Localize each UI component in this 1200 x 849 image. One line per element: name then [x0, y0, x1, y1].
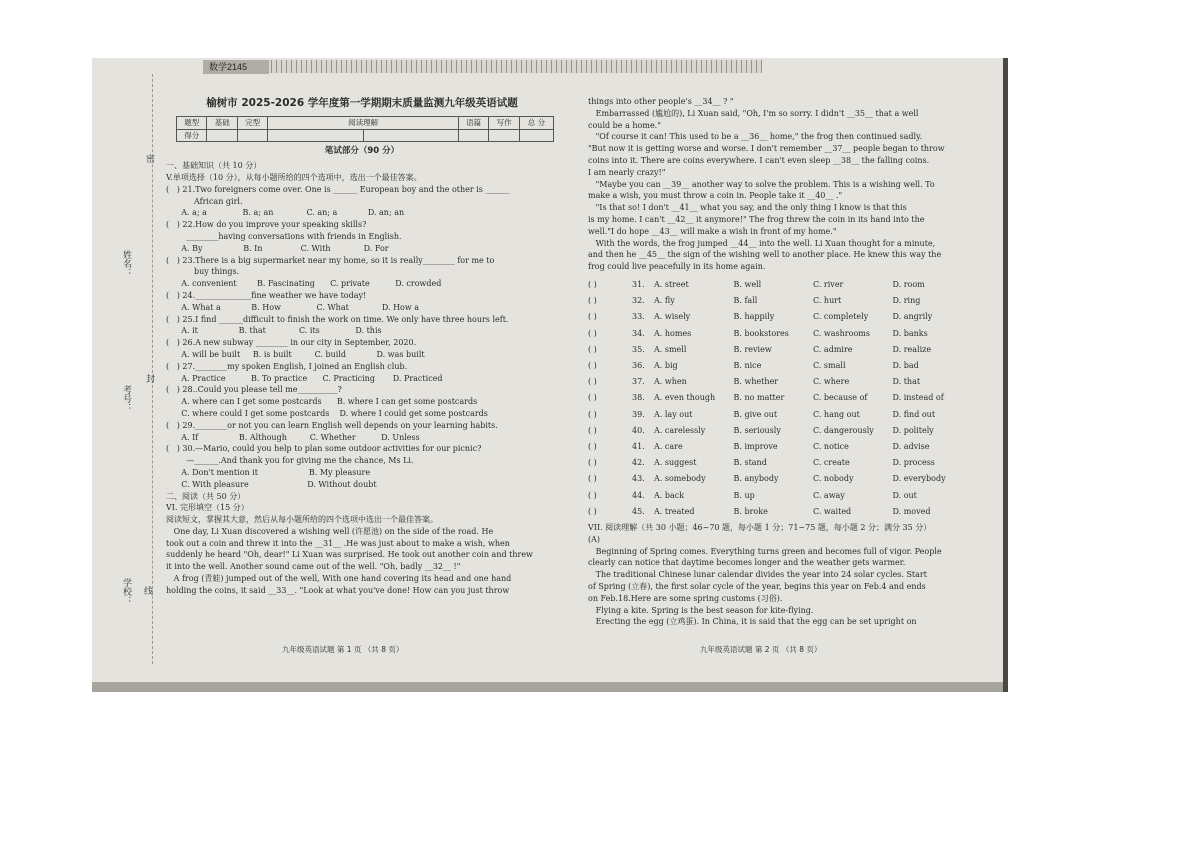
option-d: D. find out [892, 409, 936, 419]
text-line: buy things. [166, 267, 240, 277]
left-question-text [166, 160, 558, 596]
written-part-heading: 笔试部分（90 分） [324, 146, 400, 157]
option-a: A. suggest [654, 458, 697, 468]
passage-line: coins into it. There are coins everywhere. I can't even sleep __38__ the falling coins. [588, 155, 930, 165]
option-a: A. care [654, 441, 683, 451]
question-number: 40. [632, 425, 645, 435]
cloze-option-row [588, 374, 972, 390]
text-line: A. convenient B. Fascinating C. private D. crowded [166, 279, 442, 289]
question-number: 45. [632, 506, 645, 516]
score-table [176, 116, 554, 143]
text-line: ( ) 24.______________fine weather we have today! [166, 290, 367, 300]
option-c: C. hurt [813, 296, 842, 306]
photo-shadow-strip [92, 682, 1008, 692]
passage-line: "Of course it can! This used to be a __36__ home," the frog then continued sadly. [588, 132, 923, 142]
answer-bracket[interactable]: ( ) [588, 377, 597, 387]
cloze-option-row [588, 407, 972, 423]
option-c: C. completely [813, 312, 869, 322]
text-line: One day, Li Xuan discovered a wishing well (许愿池) on the side of the road. He [166, 526, 494, 536]
option-b: B. stand [733, 458, 767, 468]
option-b: B. bookstores [733, 328, 789, 338]
text-line: A. a; a B. a; an C. an; a D. an; an [166, 208, 405, 218]
option-b: B. fall [733, 296, 758, 306]
score-cell: 写作 [489, 116, 519, 129]
option-c: C. river [813, 279, 844, 289]
text-line: ________having conversations with friends in English. [166, 231, 402, 241]
text-line: ( ) 28..Could you please tell me__________? [166, 385, 342, 395]
question-number: 36. [632, 360, 645, 370]
option-d: D. advise [892, 441, 930, 451]
text-line: ( ) 22.How do you improve your speaking skills? [166, 220, 367, 230]
seal-label: 密 [146, 155, 156, 165]
text-line: ( ) 27.________my spoken English, I joined an English club. [166, 361, 408, 371]
option-b: B. no matter [733, 393, 785, 403]
option-a: A. homes [654, 328, 692, 338]
question-number: 42. [632, 458, 645, 468]
answer-bracket[interactable]: ( ) [588, 490, 597, 500]
option-a: A. treated [654, 506, 695, 516]
answer-bracket[interactable]: ( ) [588, 425, 597, 435]
option-a: A. smell [654, 344, 687, 354]
text-line: ( ) 23.There is a big supermarket near my home, so it is really________ for me to [166, 255, 495, 265]
answer-bracket[interactable]: ( ) [588, 441, 597, 451]
question-number: 32. [632, 296, 645, 306]
answer-bracket[interactable]: ( ) [588, 312, 597, 322]
passage-line: "But now it is getting worse and worse. I don't remember __37__ people began to throw [588, 144, 945, 154]
option-c: C. where [813, 377, 850, 387]
option-c: C. hang out [813, 409, 860, 419]
text-line: ( ) 25.I find ______difficult to finish the work on time. We only have three hours left. [166, 314, 509, 324]
answer-bracket[interactable]: ( ) [588, 474, 597, 484]
text-line: A. What a B. How C. What D. How a [166, 302, 420, 312]
cloze-option-row [588, 358, 972, 374]
score-input-cell[interactable] [489, 129, 519, 142]
option-b: B. up [733, 490, 755, 500]
text-line: took out a coin and threw it into the __31__ .He was just about to make a wish, when [166, 538, 510, 548]
text-line: C. With pleasure D. Without doubt [166, 479, 377, 489]
question-number: 33. [632, 312, 645, 322]
passage-line: "Is that so! I don't __41__ what you say, and the only thing I know is that this [588, 203, 907, 213]
cloze-option-row [588, 293, 972, 309]
option-a: A. carelessly [654, 425, 706, 435]
text-line: A. By B. In C. With D. For [166, 243, 389, 253]
option-d: D. bad [892, 360, 919, 370]
option-b: B. whether [733, 377, 779, 387]
page-footer-left: 九年级英语试题 第 1 页 （共 8 页） [282, 645, 404, 654]
score-input-cell[interactable] [268, 129, 363, 142]
score-cell: 语篇 [458, 116, 488, 129]
tape-label: 数学2145 [203, 60, 269, 74]
reading-line: The traditional Chinese lunar calendar divides the year into 24 solar cycles. Start [588, 570, 927, 580]
option-d: D. room [892, 279, 925, 289]
name-label: 姓名： [121, 250, 131, 277]
reading-line: Beginning of Spring comes. Everything turns green and becomes full of vigor. People [588, 546, 942, 556]
text-line: ( ) 29.________or not you can learn English well depends on your learning habits. [166, 420, 498, 430]
cloze-option-row [588, 423, 972, 439]
cloze-option-row [588, 439, 972, 455]
passage-line: I am nearly crazy!" [588, 167, 666, 177]
cloze-option-row [588, 309, 972, 325]
text-line: A. will be built B. is built C. build D. was built [166, 349, 425, 359]
reading-line: Erecting the egg (立鸡蛋). In China, it is said that the egg can be set upright on [588, 617, 917, 627]
option-d: D. everybody [892, 474, 946, 484]
option-a: A. street [654, 279, 689, 289]
passage-line: With the words, the frog jumped __44__ into the well. Li Xuan thought for a minute, [588, 238, 936, 248]
option-c: C. create [813, 458, 850, 468]
text-line: African girl. [166, 196, 243, 206]
text-line: A. Practice B. To practice C. Practicing D. Practiced [166, 373, 443, 383]
school-label: 学校： [121, 578, 131, 605]
cloze-option-row [588, 504, 972, 520]
option-c: C. nobody [813, 474, 854, 484]
answer-bracket[interactable]: ( ) [588, 506, 597, 516]
passage-line: is my home. I can't __42__ it anymore!" The frog threw the coin in its hand into the [588, 214, 925, 224]
option-a: A. wisely [654, 312, 691, 322]
score-cell: 完型 [237, 116, 267, 129]
answer-bracket[interactable]: ( ) [588, 458, 597, 468]
cloze-option-row [588, 277, 972, 293]
text-line: A. where can I get some postcards B. where I can get some postcards [166, 397, 478, 407]
reading-line: (A) [588, 534, 601, 544]
passage-line: things into other people's __34__ ? " [588, 97, 734, 106]
text-line: 一、基础知识（共 10 分） [166, 161, 262, 171]
option-d: D. instead of [892, 393, 944, 403]
option-b: B. review [733, 344, 772, 354]
score-input-cell[interactable] [363, 129, 458, 142]
answer-bracket[interactable]: ( ) [588, 344, 597, 354]
right-page [588, 96, 972, 628]
line-label: 线 [144, 587, 154, 597]
passage-line: frog could live peacefully in its home again. [588, 262, 766, 272]
photo-right-edge [1003, 58, 1008, 692]
text-line: VI. 完形填空（15 分） [166, 503, 249, 513]
reading-line: Flying a kite. Spring is the best season for kite-flying. [588, 605, 814, 615]
option-d: D. politely [892, 425, 934, 435]
answer-bracket[interactable]: ( ) [588, 393, 597, 403]
exam-no-label: 考号： [121, 385, 131, 412]
answer-bracket[interactable]: ( ) [588, 409, 597, 419]
option-b: B. broke [733, 506, 768, 516]
reading-line: clearly can notice that daytime becomes longer and the weather gets warmer. [588, 558, 906, 568]
text-line: ( ) 21.Two foreigners come over. One is ______ European boy and the other is ______ [166, 184, 510, 194]
option-b: B. well [733, 279, 762, 289]
passage-line: Embarrassed (尴尬的), Li Xuan said, "Oh, I'm so sorry. I didn't __35__ that a well [588, 108, 919, 118]
option-d: D. out [892, 490, 917, 500]
question-number: 43. [632, 474, 645, 484]
text-line: 阅读短文，掌握其大意，然后从每小题所给的四个选项中选出一个最佳答案。 [166, 515, 438, 525]
option-b: B. nice [733, 360, 762, 370]
score-input-cell[interactable] [519, 129, 553, 142]
option-c: C. dangerously [813, 425, 874, 435]
option-a: A. even though [654, 393, 716, 403]
answer-bracket[interactable]: ( ) [588, 279, 597, 289]
answer-bracket[interactable]: ( ) [588, 360, 597, 370]
option-b: B. seriously [733, 425, 781, 435]
text-line: suddenly he heard "Oh, dear!" Li Xuan was surprised. He took out another coin and threw [166, 550, 533, 560]
option-d: D. that [892, 377, 921, 387]
option-d: D. process [892, 458, 935, 468]
text-line: C. where could I get some postcards D. where I could get some postcards [166, 408, 488, 418]
option-b: B. improve [733, 441, 778, 451]
text-line: A. it B. that C. its D. this [166, 326, 382, 336]
cloze-options-list [588, 277, 972, 520]
text-line: V.单项选择（10 分），从每小题所给的四个选项中，选出一个最佳答案。 [166, 172, 422, 182]
option-d: D. angrily [892, 312, 933, 322]
cloze-option-row [588, 455, 972, 471]
question-number: 38. [632, 393, 645, 403]
passage-line: well."I do hope __43__ will make a wish in front of my home." [588, 226, 837, 236]
cloze-option-row [588, 390, 972, 406]
option-a: A. fly [654, 296, 675, 306]
option-c: C. notice [813, 441, 849, 451]
question-number: 41. [632, 441, 645, 451]
reading-section [588, 522, 972, 628]
option-d: D. realize [892, 344, 932, 354]
text-line: A. Don't mention it B. My pleasure [166, 467, 371, 477]
score-cell: 题型 [177, 116, 207, 129]
left-page [166, 96, 558, 597]
option-d: D. ring [892, 296, 921, 306]
ruler-strip [246, 60, 762, 73]
option-a: A. lay out [654, 409, 693, 419]
option-c: C. washrooms [813, 328, 870, 338]
option-b: B. give out [733, 409, 778, 419]
text-line: A. If B. Although C. Whether D. Unless [166, 432, 420, 442]
question-number: 31. [632, 279, 645, 289]
cloze-option-row [588, 471, 972, 487]
score-cell: 总 分 [519, 116, 553, 129]
option-a: A. somebody [654, 474, 706, 484]
score-input-cell[interactable] [207, 129, 237, 142]
passage-line: make a wish, you must throw a coin in. People take it __40__ ." [588, 191, 843, 201]
passage-line: "Maybe you can __39__ another way to solve the problem. This is a wishing well. To [588, 179, 935, 189]
option-b: B. anybody [733, 474, 779, 484]
option-d: D. moved [892, 506, 931, 516]
score-table-score-row [177, 129, 554, 142]
reading-line: of Spring (立春), the first solar cycle of the year, begins this year on Feb.4 and ends [588, 581, 926, 591]
text-line: ( ) 26.A new subway ________ in our city in September, 2020. [166, 338, 417, 348]
answer-bracket[interactable]: ( ) [588, 296, 597, 306]
answer-bracket[interactable]: ( ) [588, 328, 597, 338]
text-line: ( ) 30.—Mario, could you help to plan some outdoor activities for our picnic? [166, 444, 482, 454]
option-a: A. when [654, 377, 687, 387]
score-input-cell[interactable] [237, 129, 267, 142]
cloze-option-row [588, 342, 972, 358]
option-c: C. admire [813, 344, 853, 354]
question-number: 37. [632, 377, 645, 387]
question-number: 35. [632, 344, 645, 354]
seal2-label: 封 [146, 375, 156, 385]
cloze-option-row [588, 326, 972, 342]
reading-line: on Feb.18.Here are some spring customs (习俗). [588, 593, 783, 603]
text-line: holding the coins, it said __33__. "Look at what you've done! How can you just throw [166, 585, 510, 595]
option-c: C. waited [813, 506, 852, 516]
option-b: B. happily [733, 312, 775, 322]
score-table-header-row [177, 116, 554, 129]
text-line: it into the well. Another sound came out of the well. "Oh, badly __32__ !" [166, 562, 461, 572]
option-a: A. back [654, 490, 685, 500]
score-cell: 得分 [177, 129, 207, 142]
page-footer-right: 九年级英语试题 第 2 页 （共 8 页） [700, 645, 822, 654]
cloze-option-row [588, 488, 972, 504]
option-d: D. banks [892, 328, 928, 338]
score-cell: 基础 [207, 116, 237, 129]
question-number: 39. [632, 409, 645, 419]
question-number: 44. [632, 490, 645, 500]
score-input-cell[interactable] [458, 129, 488, 142]
text-line: —______.And thank you for giving me the chance, Ms Li. [166, 456, 414, 466]
passage-line: and then he __45__ the sign of the wishing well to another place. He knew this way the [588, 250, 942, 260]
option-c: C. away [813, 490, 845, 500]
option-c: C. because of [813, 393, 868, 403]
exam-title: 榆树市 2025-2026 学年度第一学期期末质量监测九年级英语试题 [206, 97, 518, 109]
question-number: 34. [632, 328, 645, 338]
text-line: A frog (青蛙) jumped out of the well, With one hand covering its head and one hand [166, 574, 512, 584]
option-c: C. small [813, 360, 846, 370]
text-line: 二、阅读（共 50 分） [166, 491, 246, 501]
cloze-passage-continued [588, 96, 972, 273]
option-a: A. big [654, 360, 678, 370]
passage-line: could be a home." [588, 120, 661, 130]
reading-line: VII. 阅读理解（共 30 小题；46~70 题，每小题 1 分；71~75 题，每小题 2 分；满分 35 分） [588, 523, 932, 532]
score-cell: 阅读理解 [268, 116, 458, 129]
